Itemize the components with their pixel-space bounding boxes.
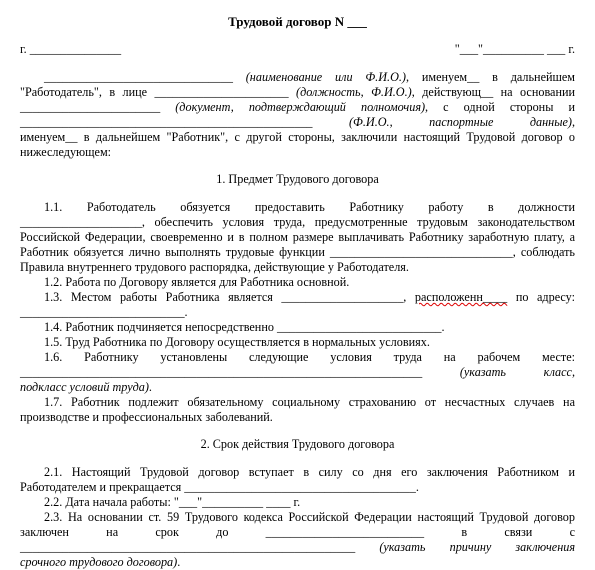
contract-title: Трудовой договор N ___ (228, 14, 367, 29)
preamble-line-1: _______________________________ (наименование или Ф.И.О.), именуем__ в дальнейшем (44, 70, 576, 84)
clause-1-4: 1.4. Работник подчиняется непосредственно ___________________________. (44, 320, 445, 334)
clause-1-1-line-5: Правила внутреннего трудового распорядка, действующие у Работодателя. (20, 260, 409, 274)
date-field: "___"__________ ___ г. (454, 42, 575, 56)
clause-1-6-line-2: __________________________________________________________________ (указать класс, (20, 365, 575, 379)
preamble-line-4: ________________________________________________ (Ф.И.О., паспортные данные), (20, 115, 575, 129)
clause-1-6-line-1: 1.6. Работнику установлены следующие условия труда на рабочем месте: (44, 350, 575, 364)
preamble-line-6: нижеследующем: (20, 145, 112, 159)
clause-1-5: 1.5. Труд Работника по Договору осуществляется в нормальных условиях. (44, 335, 430, 349)
clause-1-1-line-4: Работник обязуется лично выполнять трудовые функции ______________________________, соблюдать (20, 245, 575, 259)
clause-2-2: 2.2. Дата начала работы: "___"__________ ____ г. (44, 495, 301, 509)
clause-2-3-line-2: заключен на срок до __________________________ в связи с (20, 525, 575, 539)
clause-2-3-line-4: срочного трудового договора). (20, 555, 181, 569)
clause-1-3-line-1: 1.3. Местом работы Работника является ____________________, расположенн____ по адресу: (44, 290, 575, 304)
header-row (20, 42, 575, 57)
preamble-line-2: "Работодатель", в лице ______________________ (должность, Ф.И.О.), действующ__ на основании (20, 85, 576, 99)
clause-2-1-line-2: Работодателем и прекращается ______________________________________. (20, 480, 419, 494)
clause-2-3-line-1: 2.3. На основании ст. 59 Трудового кодекса Российской Федерации настоящий Трудовой договор (44, 510, 575, 524)
clause-1-3-line-2: ___________________________. (20, 305, 188, 319)
clause-1-1-line-1: 1.1. Работодатель обязуется предоставить Работнику работу в должности (44, 200, 575, 214)
section-2-title: 2. Срок действия Трудового договора (200, 437, 395, 451)
clause-1-6-line-3: подкласс условий труда). (20, 380, 152, 394)
clause-2-3-line-3: _______________________________________________________ (указать причину заключения (20, 540, 575, 554)
preamble-line-5: именуем__ в дальнейшем "Работник", с другой стороны, заключили настоящий Трудовой договор о (20, 130, 575, 144)
city-field: г. _______________ (20, 42, 122, 56)
clause-1-1-line-2: ____________________, обеспечить условия труда, предусмотренные трудовым законодательством (20, 215, 575, 229)
clause-1-2: 1.2. Работа по Договору является для Работника основной. (44, 275, 350, 289)
clause-1-7-line-2: производстве и профессиональных заболеваний. (20, 410, 273, 424)
clause-1-7-line-1: 1.7. Работник подлежит обязательному социальному страхованию от несчастных случаев на (44, 395, 575, 409)
preamble-line-3: _______________________ (документ, подтверждающий полномочия), с одной стороны и (20, 100, 575, 114)
section-1-title: 1. Предмет Трудового договора (216, 172, 379, 186)
clause-2-1-line-1: 2.1. Настоящий Трудовой договор вступает в силу со дня его заключения Работником и (44, 465, 575, 479)
clause-1-1-line-3: Российской Федерации, своевременно и в полном размере выплачивать Работнику заработную плату, а (20, 230, 575, 244)
